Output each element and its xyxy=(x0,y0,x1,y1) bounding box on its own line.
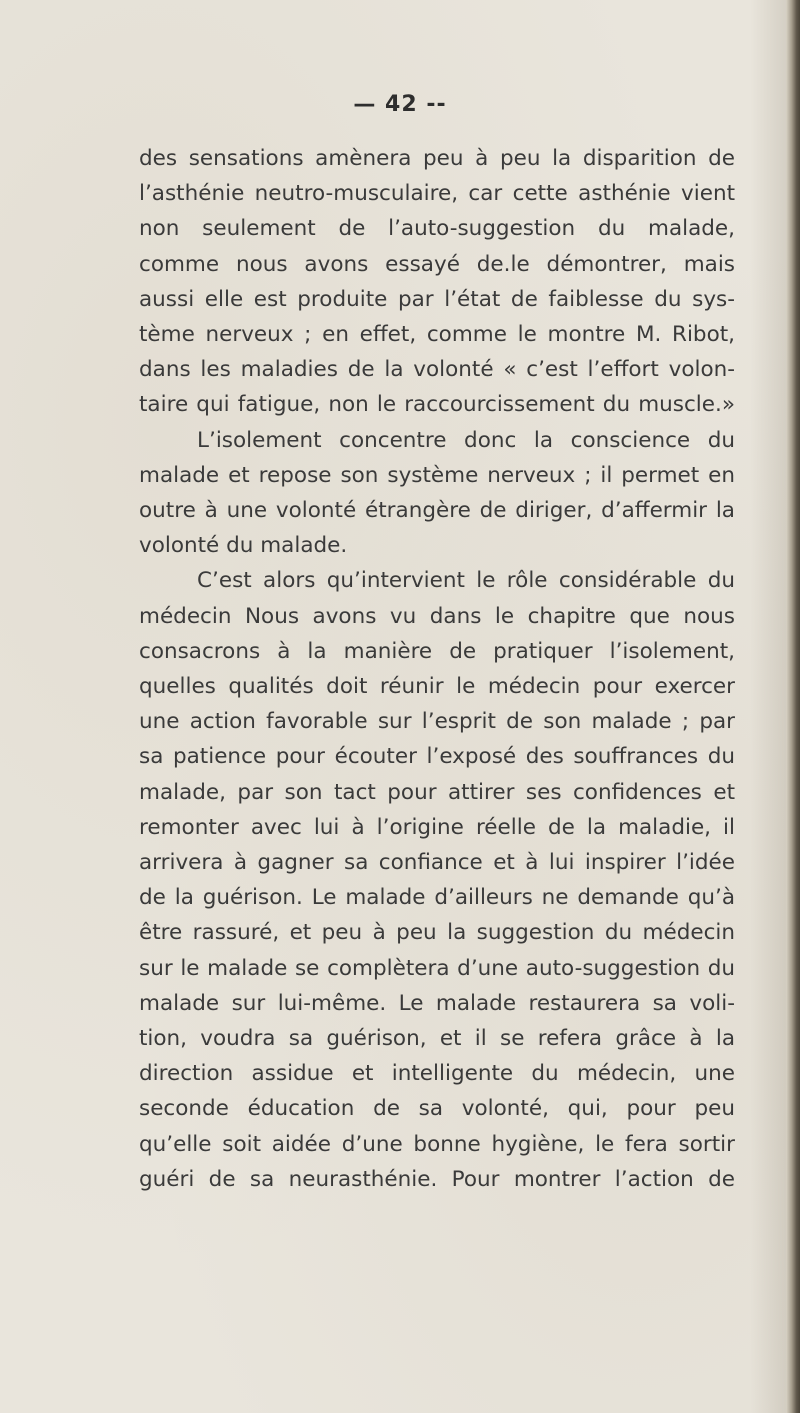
text-line: aussi elle est produite par l’état de faiblesse du sys- xyxy=(139,286,735,312)
text-line: sur le malade se complètera d’une auto-suggestion du xyxy=(139,955,735,981)
text-line: arrivera à gagner sa confiance et à lui inspirer l’idée xyxy=(139,850,735,876)
text-line: outre à une volonté étrangère de diriger, d’affermir la xyxy=(139,498,735,524)
text-line: des sensations amènera peu à peu la disparition de xyxy=(139,146,735,171)
text-line: sa patience pour écouter l’exposé des souffrances du xyxy=(139,744,735,770)
text-line: malade, par son tact pour attirer ses confidences et xyxy=(139,779,735,805)
text-line: médecin Nous avons vu dans le chapitre que nous xyxy=(139,603,735,629)
page-edge xyxy=(786,0,800,1413)
text-line: l’asthénie neutro-musculaire, car cette asthénie vient xyxy=(139,181,735,207)
text-line: comme nous avons essayé de.le démontrer, mais xyxy=(139,251,735,277)
text-line: guéri de sa neurasthénie. Pour montrer l’action de xyxy=(139,1166,735,1192)
text-line: dans les maladies de la volonté « c’est l’effort volon- xyxy=(139,357,735,383)
text-line: tion, voudra sa guérison, et il se refera grâce à la xyxy=(139,1026,735,1052)
text-line: remonter avec lui à l’origine réelle de la maladie, il xyxy=(139,814,735,840)
text-line: non seulement de l’auto-suggestion du malade, xyxy=(139,216,735,242)
text-line: quelles qualités doit réunir le médecin pour exercer xyxy=(139,674,735,700)
text-line: seconde éducation de sa volonté, qui, pour peu xyxy=(139,1096,735,1122)
paragraph-end-line: volonté du malade. xyxy=(139,533,348,559)
text-line: une action favorable sur l’esprit de son malade ; par xyxy=(139,709,735,735)
text-line: être rassuré, et peu à peu la suggestion du médecin xyxy=(139,920,735,946)
text-line: malade et repose son système nerveux ; il permet en xyxy=(139,462,735,488)
text-line: tème nerveux ; en effet, comme le montre M. Ribot, xyxy=(139,322,735,348)
page-number: — 42 -- xyxy=(353,92,447,117)
text-line: direction assidue et intelligente du médecin, une xyxy=(139,1061,735,1087)
text-line: taire qui fatigue, non le raccourcissement du muscle.» xyxy=(139,392,735,418)
paragraph-start-line: C’est alors qu’intervient le rôle considérable du xyxy=(197,568,735,594)
page-shadow xyxy=(750,0,786,1413)
text-line: malade sur lui-même. Le malade restaurera sa voli- xyxy=(139,990,735,1016)
paragraph-start-line: L’isolement concentre donc la conscience du xyxy=(197,427,735,453)
body-text xyxy=(139,141,735,1197)
text-line: de la guérison. Le malade d’ailleurs ne demande qu’à xyxy=(139,885,735,911)
text-line: qu’elle soit aidée d’une bonne hygiène, le fera sortir xyxy=(139,1131,735,1157)
text-line: consacrons à la manière de pratiquer l’isolement, xyxy=(139,638,735,664)
